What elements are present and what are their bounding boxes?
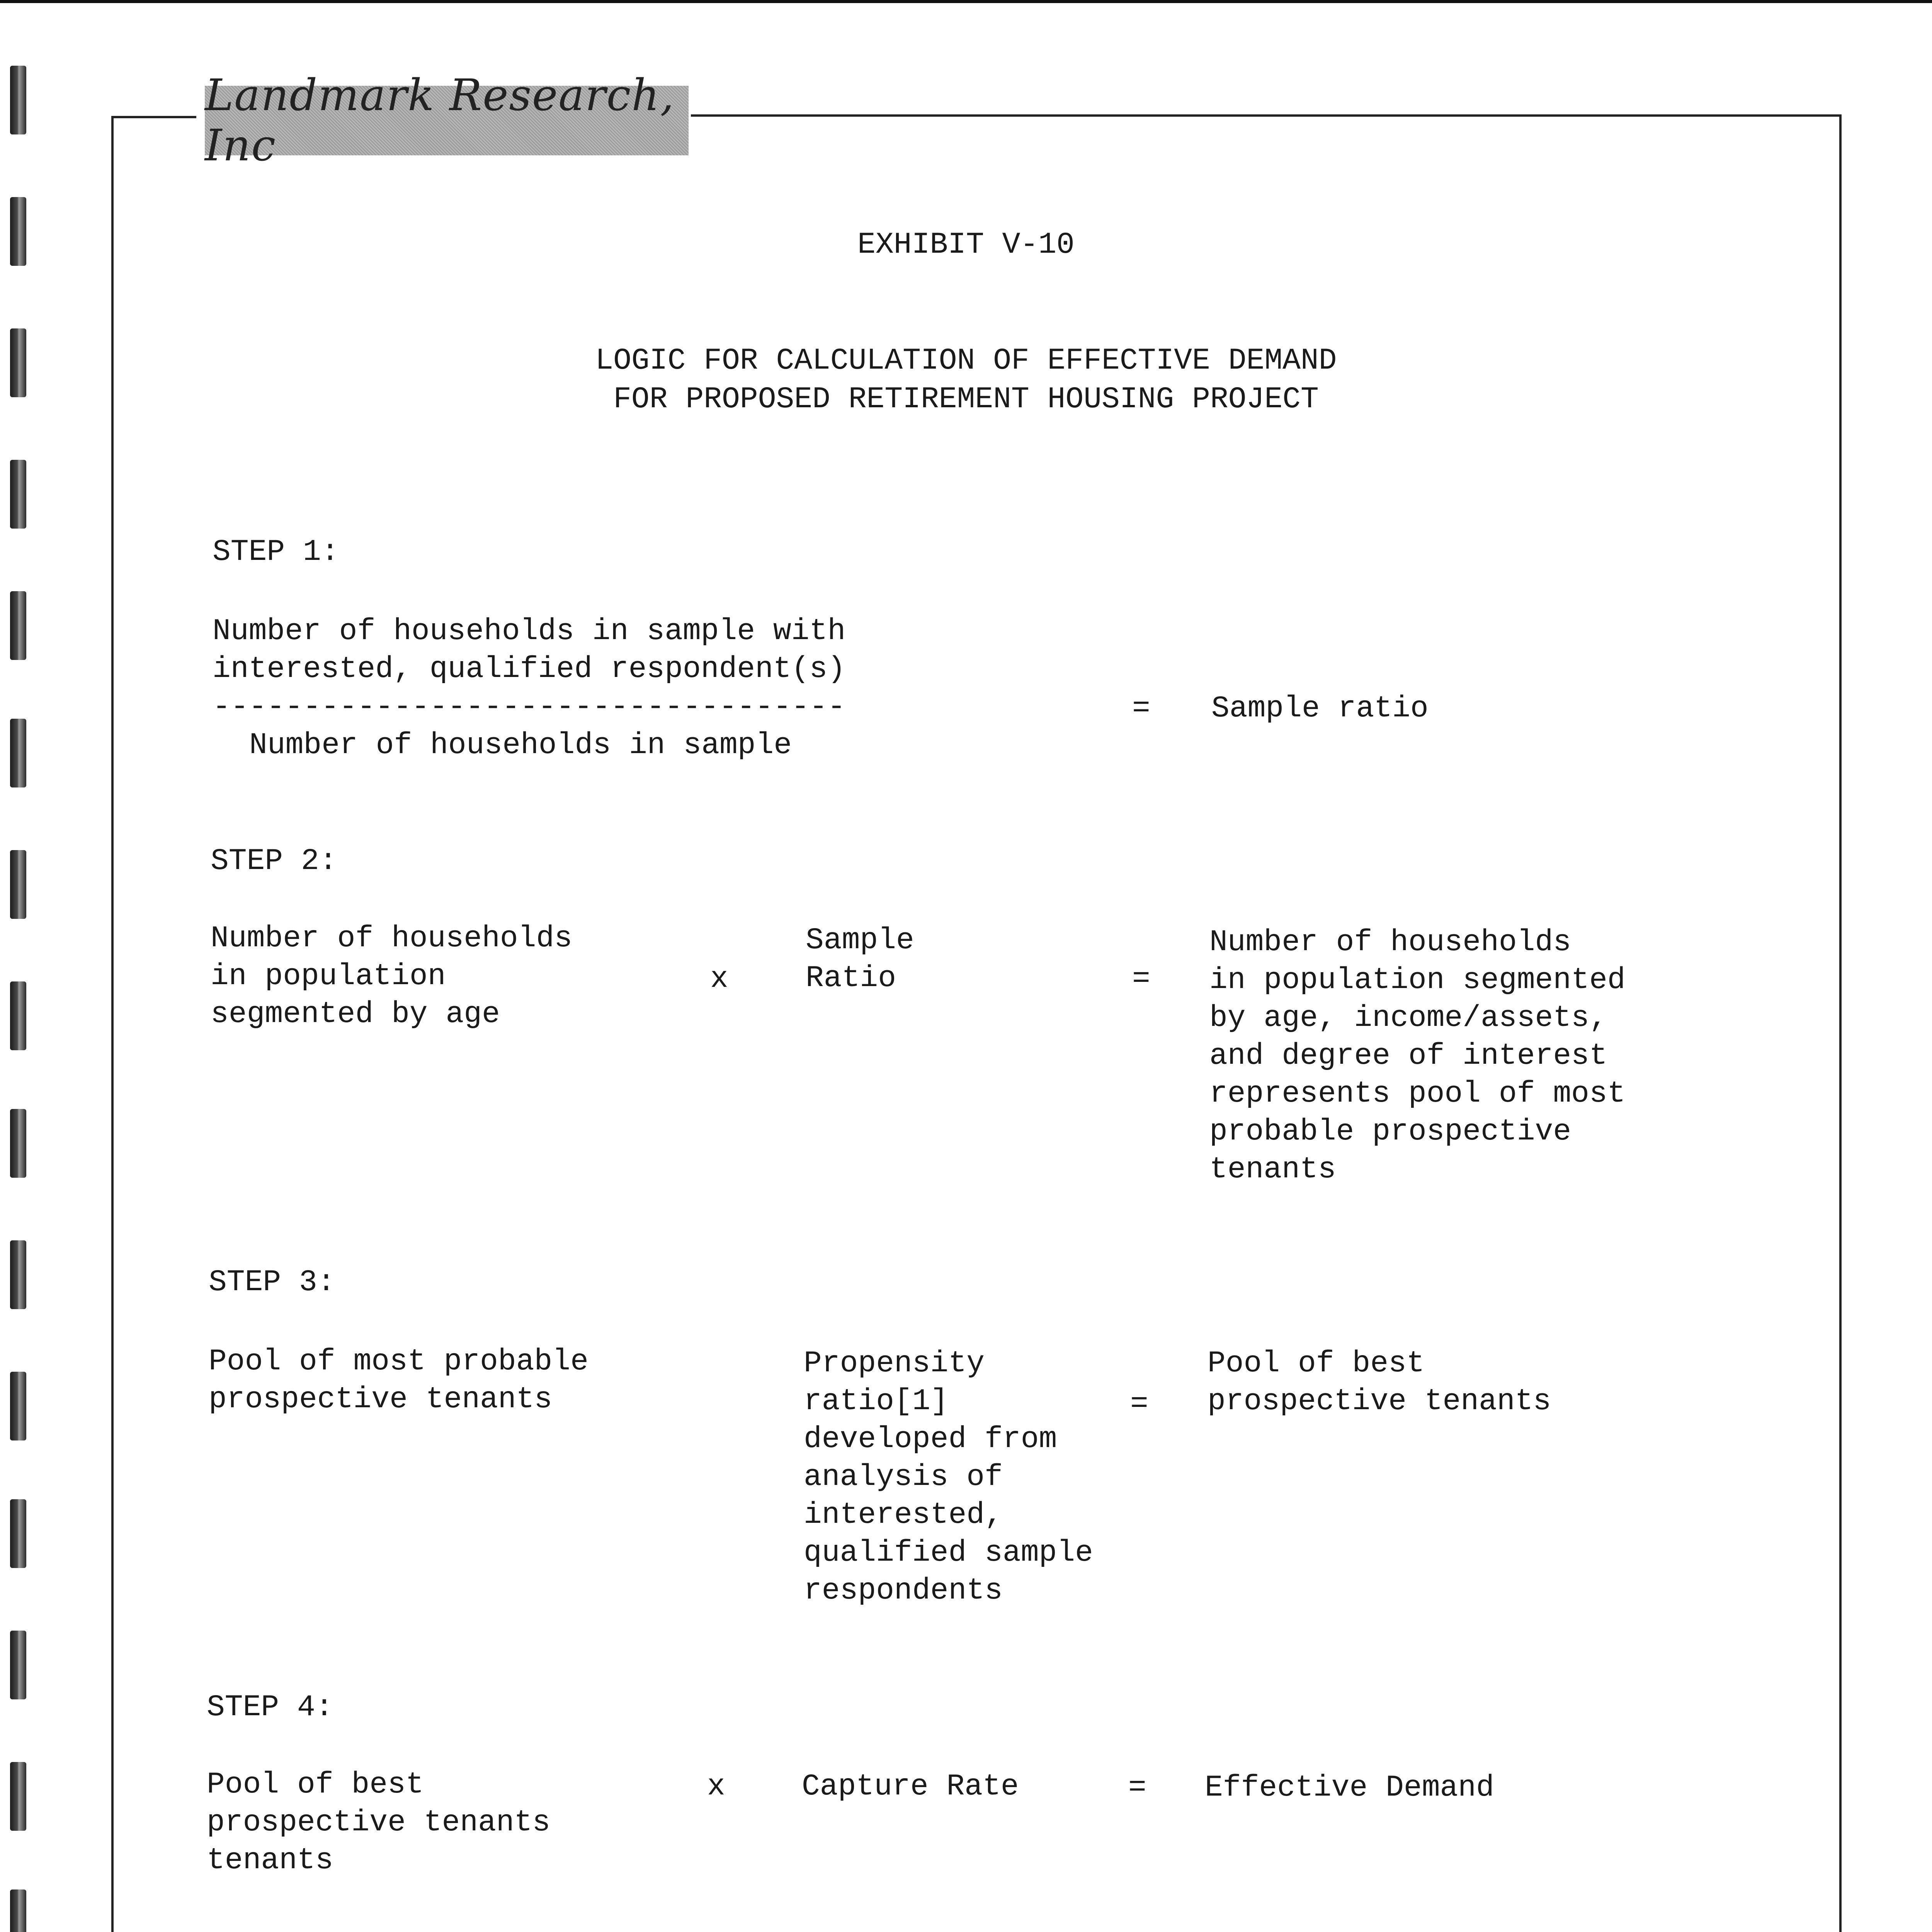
step-2-equals: = [1132,962,1150,996]
step-1-fraction-bar: ----------------------------------- [213,690,846,724]
step-3-middle: ratio[1] [804,1384,949,1418]
step-2-left: segmented by age [211,997,500,1031]
step-4-operator: x [707,1770,725,1804]
binder-hole [10,591,26,660]
step-2-middle: Sample [806,923,914,957]
binder-hole [10,1631,26,1699]
step-2-result: tenants [1209,1153,1336,1187]
binder-hole [10,850,26,919]
page-frame-left [111,116,114,1932]
step-3-middle: interested, [804,1498,1003,1532]
step-3-left: prospective tenants [209,1383,553,1417]
page-frame-right [1839,114,1842,1932]
step-1-denominator: Number of households in sample [249,728,792,762]
step-1-heading: STEP 1: [213,535,339,569]
step-1-numerator: Number of households in sample with [213,614,846,648]
scan-top-edge [0,0,1932,3]
step-2-result: in population segmented [1209,963,1626,997]
binder-hole [10,1499,26,1568]
binder-hole [10,1240,26,1309]
step-2-result: Number of households [1209,925,1571,959]
step-3-result: Pool of best [1208,1347,1425,1381]
title-line-1: LOGIC FOR CALCULATION OF EFFECTIVE DEMAND [595,344,1337,378]
step-2-operator: x [710,962,728,996]
step-4-middle: Capture Rate [802,1770,1019,1804]
step-4-heading: STEP 4: [207,1690,333,1725]
step-2-result: represents pool of most [1209,1077,1626,1111]
page-frame-top [691,114,1842,117]
binder-hole [10,981,26,1050]
company-logo: Landmark Research, Inc [205,86,689,155]
binder-hole [10,1762,26,1831]
binder-hole [10,1372,26,1440]
step-2-left: in population [211,959,446,993]
step-1-numerator: interested, qualified respondent(s) [213,652,846,686]
page-frame-top [111,116,196,118]
step-2-heading: STEP 2: [211,844,337,878]
step-3-middle: developed from [804,1422,1057,1456]
step-2-left: Number of households [211,922,573,956]
binder-hole [10,1889,26,1932]
step-2-result: probable prospective [1209,1115,1571,1149]
step-1-result: Sample ratio [1211,692,1429,726]
binder-hole [10,328,26,397]
binder-hole [10,197,26,266]
step-3-left: Pool of most probable [209,1345,588,1379]
step-3-equals: = [1130,1387,1148,1421]
title-line-2: FOR PROPOSED RETIREMENT HOUSING PROJECT [613,383,1319,417]
step-3-middle: Propensity [804,1347,985,1381]
step-1-equals: = [1132,692,1150,726]
step-4-left: Pool of best [207,1768,424,1802]
step-4-equals: = [1128,1771,1146,1805]
step-4-left: prospective tenants [207,1806,551,1840]
binder-hole [10,460,26,529]
step-2-middle: Ratio [806,961,896,995]
exhibit-label: EXHIBIT V-10 [857,228,1075,262]
step-2-result: and degree of interest [1209,1039,1607,1073]
binder-hole [10,1109,26,1178]
step-3-middle: qualified sample [804,1536,1093,1570]
step-3-result: prospective tenants [1208,1384,1551,1418]
step-3-middle: respondents [804,1574,1003,1608]
step-2-result: by age, income/assets, [1209,1001,1607,1035]
step-3-heading: STEP 3: [209,1265,335,1299]
step-4-result: Effective Demand [1205,1771,1494,1805]
step-3-middle: analysis of [804,1460,1003,1494]
binder-hole [10,66,26,134]
binder-hole [10,719,26,787]
step-4-left: tenants [207,1844,333,1878]
